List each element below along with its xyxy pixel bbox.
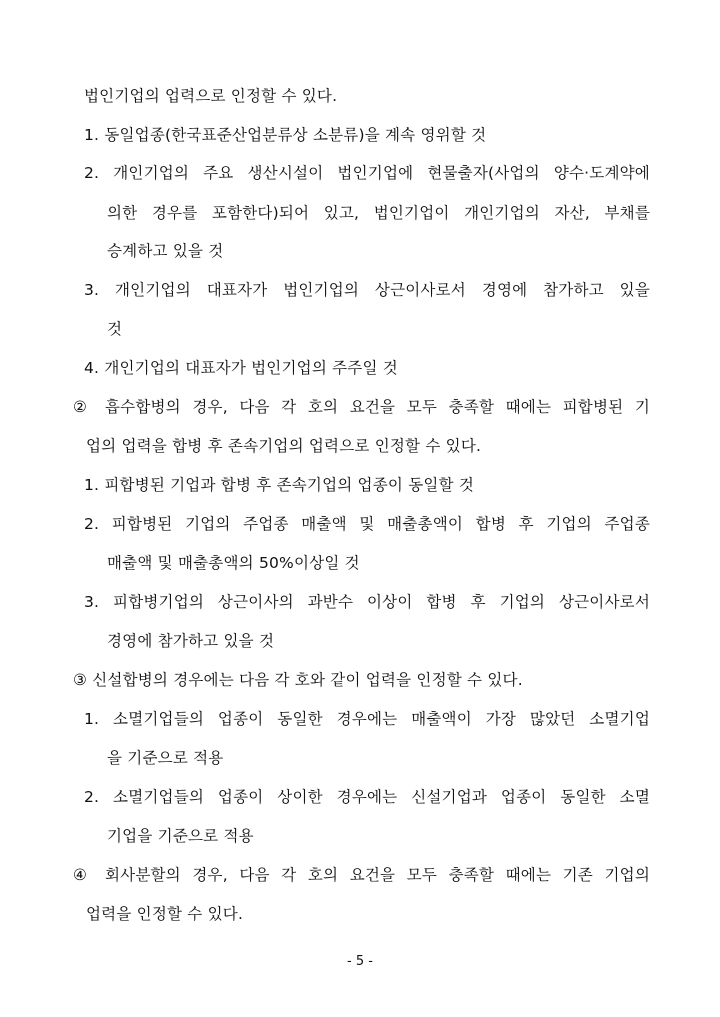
clause-line: ② 흡수합병의 경우, 다음 각 호의 요건을 모두 충족할 때에는 피합병된 기 bbox=[73, 398, 650, 416]
clause-line: ③ 신설합병의 경우에는 다음 각 호와 같이 업력을 인정할 수 있다. bbox=[73, 671, 523, 689]
clause-continuation: 업의 업력을 합병 후 존속기업의 업력으로 인정할 수 있다. bbox=[86, 437, 482, 455]
list-item-line: 2. 개인기업의 주요 생산시설이 법인기업에 현물출자(사업의 양수·도계약에 bbox=[84, 164, 650, 182]
list-item-line: 2. 피합병된 기업의 주업종 매출액 및 매출총액이 합병 후 기업의 주업종 bbox=[84, 515, 650, 533]
clause-continuation: 업력을 인정할 수 있다. bbox=[86, 905, 244, 923]
list-item-continuation: 매출액 및 매출총액의 50%이상일 것 bbox=[107, 554, 360, 572]
list-item-line: 1. 동일업종(한국표준산업분류상 소분류)을 계속 영위할 것 bbox=[84, 126, 487, 144]
clause-line: ④ 회사분할의 경우, 다음 각 호의 요건을 모두 충족할 때에는 기존 기업의 bbox=[73, 866, 650, 884]
list-item-line: 3. 개인기업의 대표자가 법인기업의 상근이사로서 경영에 참가하고 있을 bbox=[84, 281, 650, 299]
list-item-line: 4. 개인기업의 대표자가 법인기업의 주주일 것 bbox=[84, 359, 398, 377]
list-item-continuation: 기업을 기준으로 적용 bbox=[107, 827, 254, 845]
page-number: - 5 - bbox=[347, 954, 373, 969]
list-item-line: 1. 피합병된 기업과 합병 후 존속기업의 업종이 동일할 것 bbox=[84, 476, 475, 494]
list-item-continuation: 승계하고 있을 것 bbox=[107, 242, 224, 260]
list-item-line: 3. 피합병기업의 상근이사의 과반수 이상이 합병 후 기업의 상근이사로서 bbox=[84, 593, 650, 611]
list-item-continuation: 을 기준으로 적용 bbox=[107, 749, 224, 767]
list-item-line: 2. 소멸기업들의 업종이 상이한 경우에는 신설기업과 업종이 동일한 소멸 bbox=[84, 788, 650, 806]
list-item-continuation: 의한 경우를 포함한다)되어 있고, 법인기업이 개인기업의 자산, 부채를 bbox=[107, 204, 650, 222]
list-item-continuation: 경영에 참가하고 있을 것 bbox=[107, 632, 275, 650]
list-item-line: 1. 소멸기업들의 업종이 동일한 경우에는 매출액이 가장 많았던 소멸기업 bbox=[84, 710, 650, 728]
list-item-continuation: 것 bbox=[107, 320, 123, 338]
text-line: 법인기업의 업력으로 인정할 수 있다. bbox=[84, 87, 338, 105]
